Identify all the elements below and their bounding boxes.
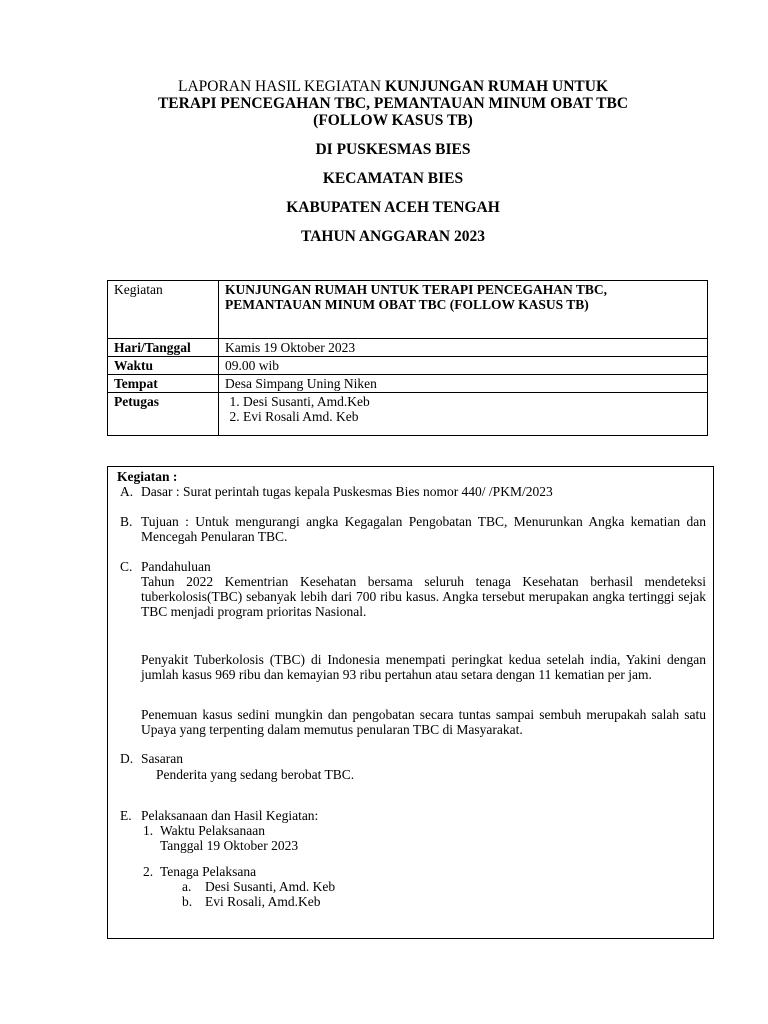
tempat-label: Tempat (108, 375, 219, 393)
item-e2b-text: Evi Rosali, Amd.Keb (205, 894, 321, 909)
item-b-text: Tujuan : Untuk mengurangi angka Kegagalan Pengobatan TBC, Menurunkan Angka kematian dan Mencegah Penularan TBC. (141, 514, 706, 544)
item-e2a-marker: a. (182, 879, 192, 894)
item-a-marker: A. (120, 484, 134, 499)
item-e2-heading: Tenaga Pelaksana (160, 864, 257, 879)
item-c-marker: C. (120, 559, 133, 574)
petugas-item: 2. Evi Rosali Amd. Keb (243, 409, 701, 424)
item-e1-heading: Waktu Pelaksanaan (160, 823, 266, 838)
info-table (107, 280, 708, 436)
petugas-value (219, 393, 708, 436)
item-c-paragraph-1: Tahun 2022 Kementrian Kesehatan bersama seluruh tenaga Kesehatan berhasil mendeteksi tuberkolosis(TBC) sebanyak lebih dari 700 ribu kasus. Angka tersebut merupakan angka tertinggi sejak TBC menjadi program prioritas Nasional. (141, 574, 706, 619)
title-line-3: (FOLLOW KASUS TB) (313, 112, 473, 129)
item-d-marker: D. (120, 751, 134, 766)
title-line-1 (100, 78, 686, 95)
kegiatan-box (107, 466, 714, 939)
row-kegiatan (108, 281, 708, 339)
item-e-marker: E. (120, 808, 132, 823)
hari-value: Kamis 19 Oktober 2023 (219, 339, 708, 357)
subtitle-puskesmas: DI PUSKESMAS BIES (315, 141, 471, 158)
kegiatan-label: Kegiatan (108, 281, 219, 339)
kegiatan-value: KUNJUNGAN RUMAH UNTUK TERAPI PENCEGAHAN TBC, PEMANTAUAN MINUM OBAT TBC (FOLLOW KASUS TB) (219, 281, 708, 339)
row-tempat (108, 375, 708, 393)
item-d-text: Penderita yang sedang berobat TBC. (156, 767, 355, 782)
item-a-text: Dasar : Surat perintah tugas kepala Puskesmas Bies nomor 440/ /PKM/2023 (141, 484, 553, 499)
subtitle-tahun: TAHUN ANGGARAN 2023 (301, 228, 485, 245)
waktu-value: 09.00 wib (219, 357, 708, 375)
title-rest: KUNJUNGAN RUMAH UNTUK (384, 78, 609, 95)
title-line-2: TERAPI PENCEGAHAN TBC, PEMANTAUAN MINUM OBAT TBC (157, 95, 629, 112)
item-e1-text: Tanggal 19 Oktober 2023 (160, 838, 299, 853)
waktu-label: Waktu (108, 357, 219, 375)
item-c-heading: Pandahuluan (141, 559, 211, 574)
petugas-label: Petugas (108, 393, 219, 436)
row-waktu (108, 357, 708, 375)
item-d-heading: Sasaran (141, 751, 183, 766)
subtitle-kecamatan: KECAMATAN BIES (322, 170, 464, 187)
title-prefix: LAPORAN HASIL KEGIATAN (177, 78, 382, 95)
petugas-list (225, 394, 701, 424)
item-b-marker: B. (120, 514, 133, 529)
item-c-paragraph-3: Penemuan kasus sedini mungkin dan pengobatan secara tuntas sampai sembuh merupakah salah satu Upaya yang terpenting dalam memutus penularan TBC di Masyarakat. (141, 707, 706, 737)
row-petugas (108, 393, 708, 436)
report-title (100, 78, 686, 129)
item-e1-marker: 1. (143, 823, 154, 838)
row-hari (108, 339, 708, 357)
petugas-item: 1. Desi Susanti, Amd.Keb (243, 394, 701, 409)
tempat-value: Desa Simpang Uning Niken (219, 375, 708, 393)
item-e2b-marker: b. (182, 894, 193, 909)
item-e-heading: Pelaksanaan dan Hasil Kegiatan: (141, 808, 319, 823)
item-e2-marker: 2. (143, 864, 154, 879)
item-e2a-text: Desi Susanti, Amd. Keb (205, 879, 336, 894)
hari-label: Hari/Tanggal (108, 339, 219, 357)
item-c-paragraph-2: Penyakit Tuberkolosis (TBC) di Indonesia menempati peringkat kedua setelah india, Yakini dengan jumlah kasus 969 ribu dan kemayian 93 ribu pertahun atau setara dengan 11 kematian per jam. (141, 652, 706, 682)
subtitle-kabupaten: KABUPATEN ACEH TENGAH (286, 199, 500, 216)
kegiatan-heading: Kegiatan : (117, 469, 178, 484)
